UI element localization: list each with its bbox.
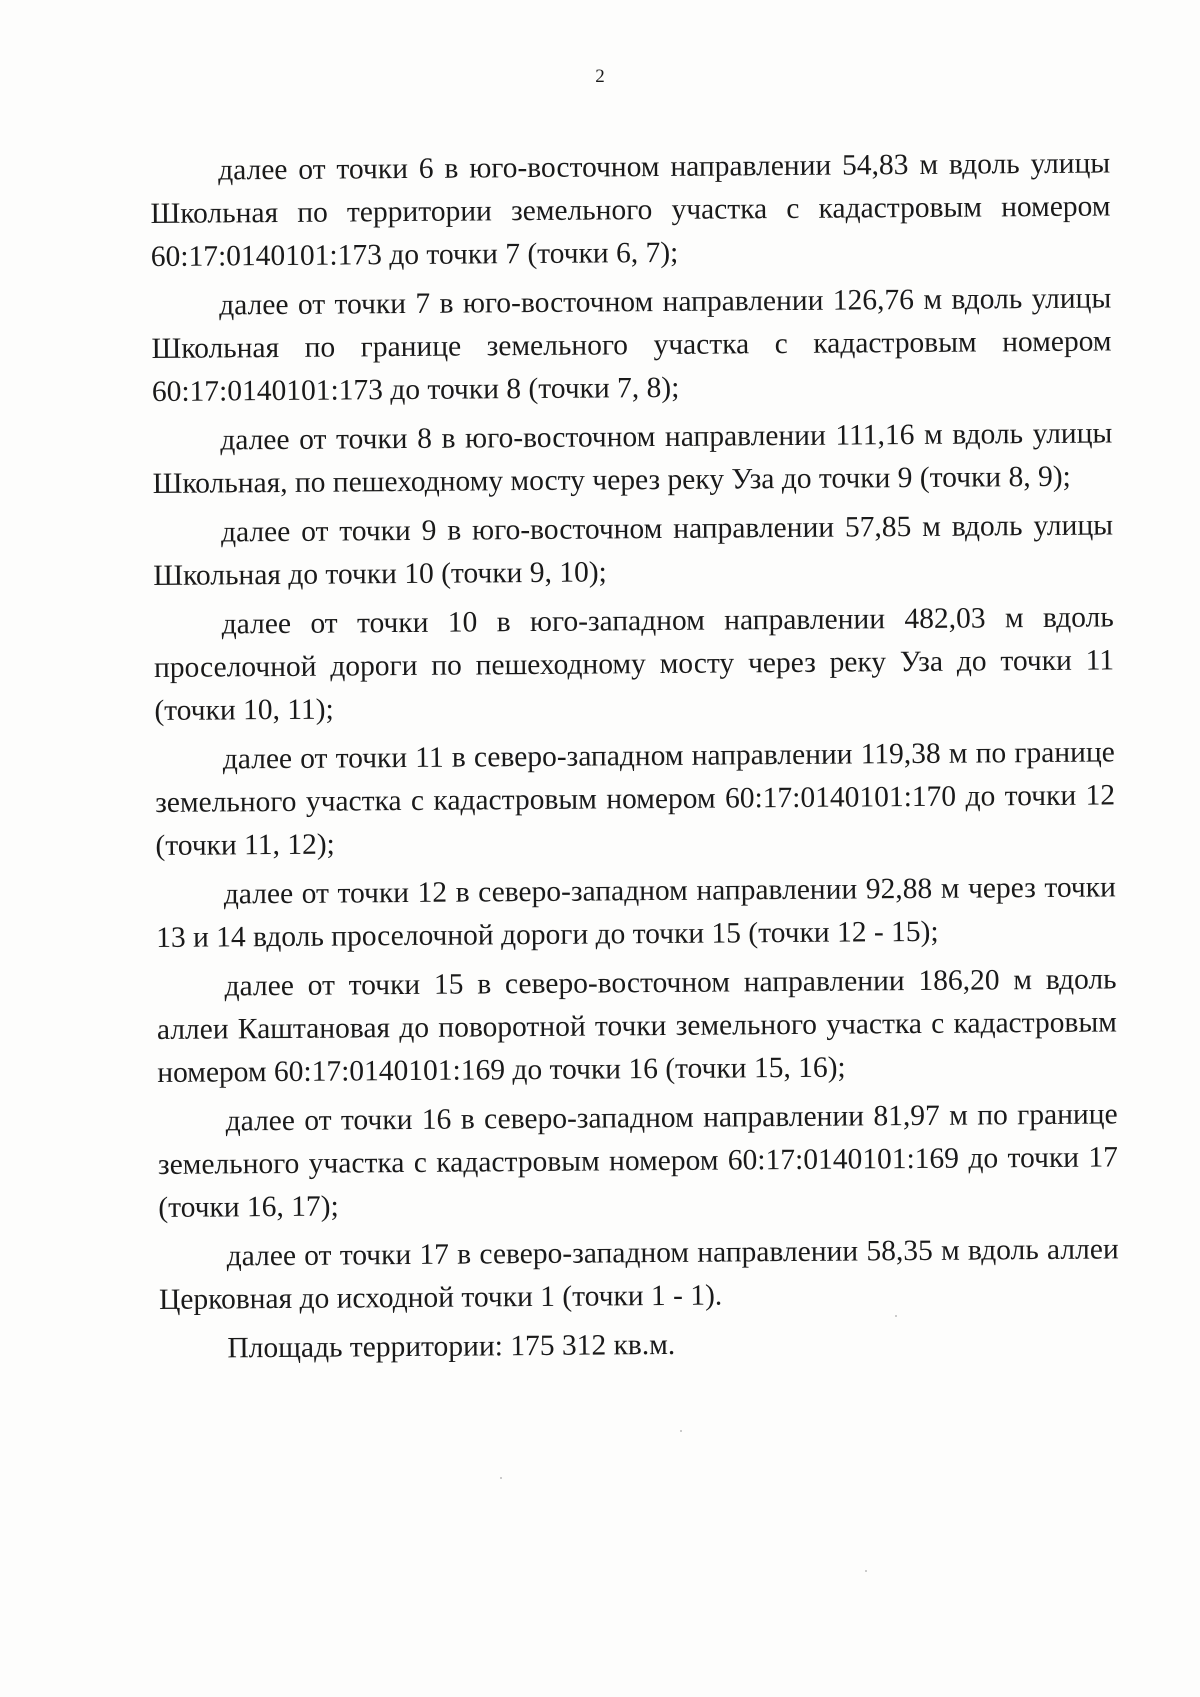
boundary-paragraph-6: далее от точки 11 в северо-западном направлении 119,38 м по границе земельного участка с кадастровым номером 60:17:0140101:170 до точки 12 (точки 11, 12); bbox=[155, 736, 1116, 862]
scan-speck bbox=[895, 1315, 897, 1317]
boundary-paragraph-8: далее от точки 15 в северо-восточном направлении 186,20 м вдоль аллеи Каштановая до поворотной точки земельного участка с кадастровым номером 60:17:0140101:169 до точки 16 (точки 15, 16); bbox=[156, 963, 1118, 1089]
boundary-paragraph-9: далее от точки 16 в северо-западном направлении 81,97 м по границе земельного участка с кадастровым номером 60:17:0140101:169 до точки 17 (точки 16, 17); bbox=[157, 1098, 1119, 1224]
boundary-paragraph-4: далее от точки 9 в юго-восточном направлении 57,85 м вдоль улицы Школьная до точки 10 (точки 9, 10); bbox=[153, 509, 1114, 592]
scan-speck bbox=[865, 1570, 867, 1572]
boundary-paragraph-2: далее от точки 7 в юго-восточном направлении 126,76 м вдоль улицы Школьная по границе земельного участка с кадастровым номером 60:17:0140101:173 до точки 8 (точки 7, 8); bbox=[151, 282, 1112, 408]
boundary-paragraph-5: далее от точки 10 в юго-западном направлении 482,03 м вдоль проселочной дороги по пешеходному мосту через реку Уза до точки 11 (точки 10, 11); bbox=[153, 601, 1115, 727]
document-body bbox=[150, 142, 1120, 1377]
boundary-paragraph-1: далее от точки 6 в юго-восточном направлении 54,83 м вдоль улицы Школьная по территории земельного участка с кадастровым номером 60:17:0140101:173 до точки 7 (точки 6, 7); bbox=[150, 147, 1111, 273]
territory-area: Площадь территории: 175 312 кв.м. bbox=[227, 1328, 676, 1365]
page-number: 2 bbox=[595, 66, 605, 87]
scan-speck bbox=[500, 1477, 502, 1479]
scan-speck bbox=[680, 1430, 682, 1432]
boundary-paragraph-7: далее от точки 12 в северо-западном направлении 92,88 м через точки 13 и 14 вдоль проселочной дороги до точки 15 (точки 12 - 15); bbox=[156, 871, 1116, 954]
boundary-paragraph-3: далее от точки 8 в юго-восточном направлении 111,16 м вдоль улицы Школьная, по пешеходному мосту через реку Уза до точки 9 (точки 8, 9); bbox=[152, 417, 1113, 500]
boundary-paragraph-10: далее от точки 17 в северо-западном направлении 58,35 м вдоль аллеи Церковная до исходной точки 1 (точки 1 - 1). bbox=[158, 1233, 1119, 1316]
